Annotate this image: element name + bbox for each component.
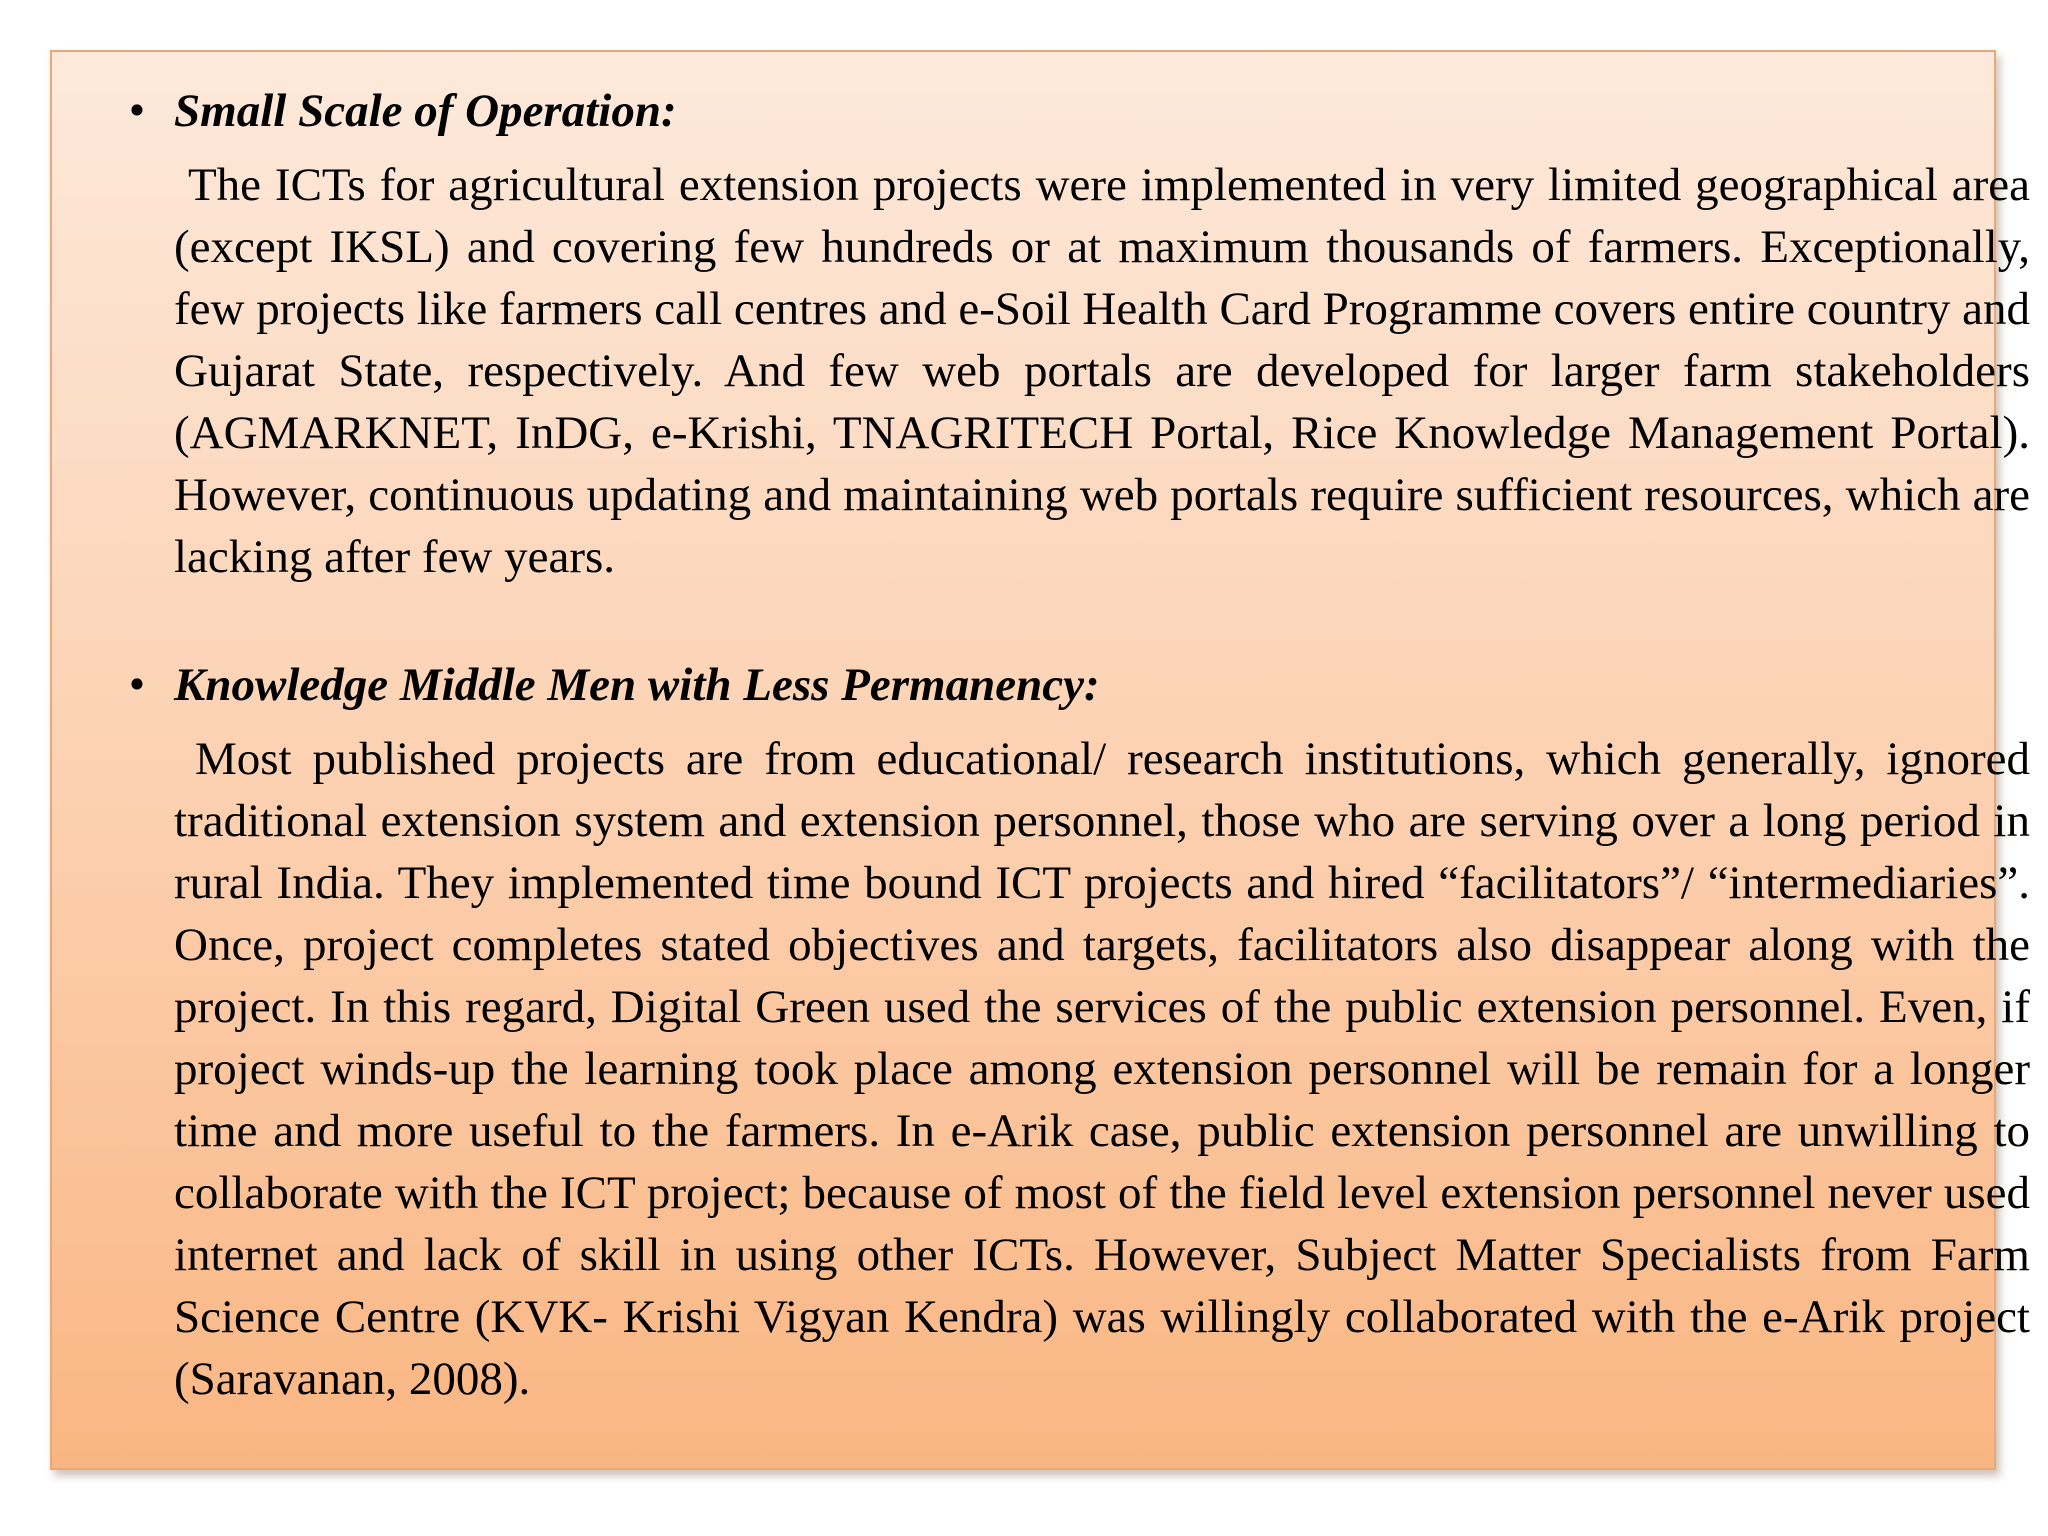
section-spacer xyxy=(74,588,1974,640)
section-heading: Knowledge Middle Men with Less Permanency: xyxy=(174,659,1100,711)
bullet-item-knowledge-middlemen xyxy=(74,654,1974,716)
bullet-icon: • xyxy=(125,89,149,133)
content-panel xyxy=(50,50,2042,1470)
section-heading: Small Scale of Operation: xyxy=(174,85,677,137)
text-content xyxy=(74,66,2042,1410)
section-paragraph: The ICTs for agricultural extension projects were implemented in very limited geographical area (except IKSL) and covering few hundreds or at maximum thousands of farmers. Exceptionally, few projects like farmers call centres and e-Soil Health Card Programme covers entire country and Gujarat State, respectively. And few web portals are developed for larger farm stakeholders (AGMARKNET, InDG, e-Krishi, TNAGRITECH Portal, Rice Knowledge Management Portal). However, continuous updating and maintaining web portals require sufficient resources, which are lacking after few years. xyxy=(174,159,2042,583)
section-paragraph: Most published projects are from educational/ research institutions, which generally, ignored traditional extension system and extension personnel, those who are serving over a long period in rural India. They implemented time bound ICT projects and hired “facilitators”/ “intermediaries”. Once, project completes stated objectives and targets, facilitators also disappear along with the project. In this regard, Digital Green used the services of the public extension personnel. Even, if project winds-up the learning took place among extension personnel will be remain for a longer time and more useful to the farmers. In e-Arik case, public extension personnel are unwilling to collaborate with the ICT project; because of most of the field level extension personnel never used internet and lack of skill in using other ICTs. However, Subject Matter Specialists from Farm Science Centre (KVK- Krishi Vigyan Kendra) was willingly collaborated with the e-Arik project (Saravanan, 2008). xyxy=(174,733,2042,1405)
bullet-item-small-scale xyxy=(74,80,1974,142)
bullet-icon: • xyxy=(125,663,149,707)
